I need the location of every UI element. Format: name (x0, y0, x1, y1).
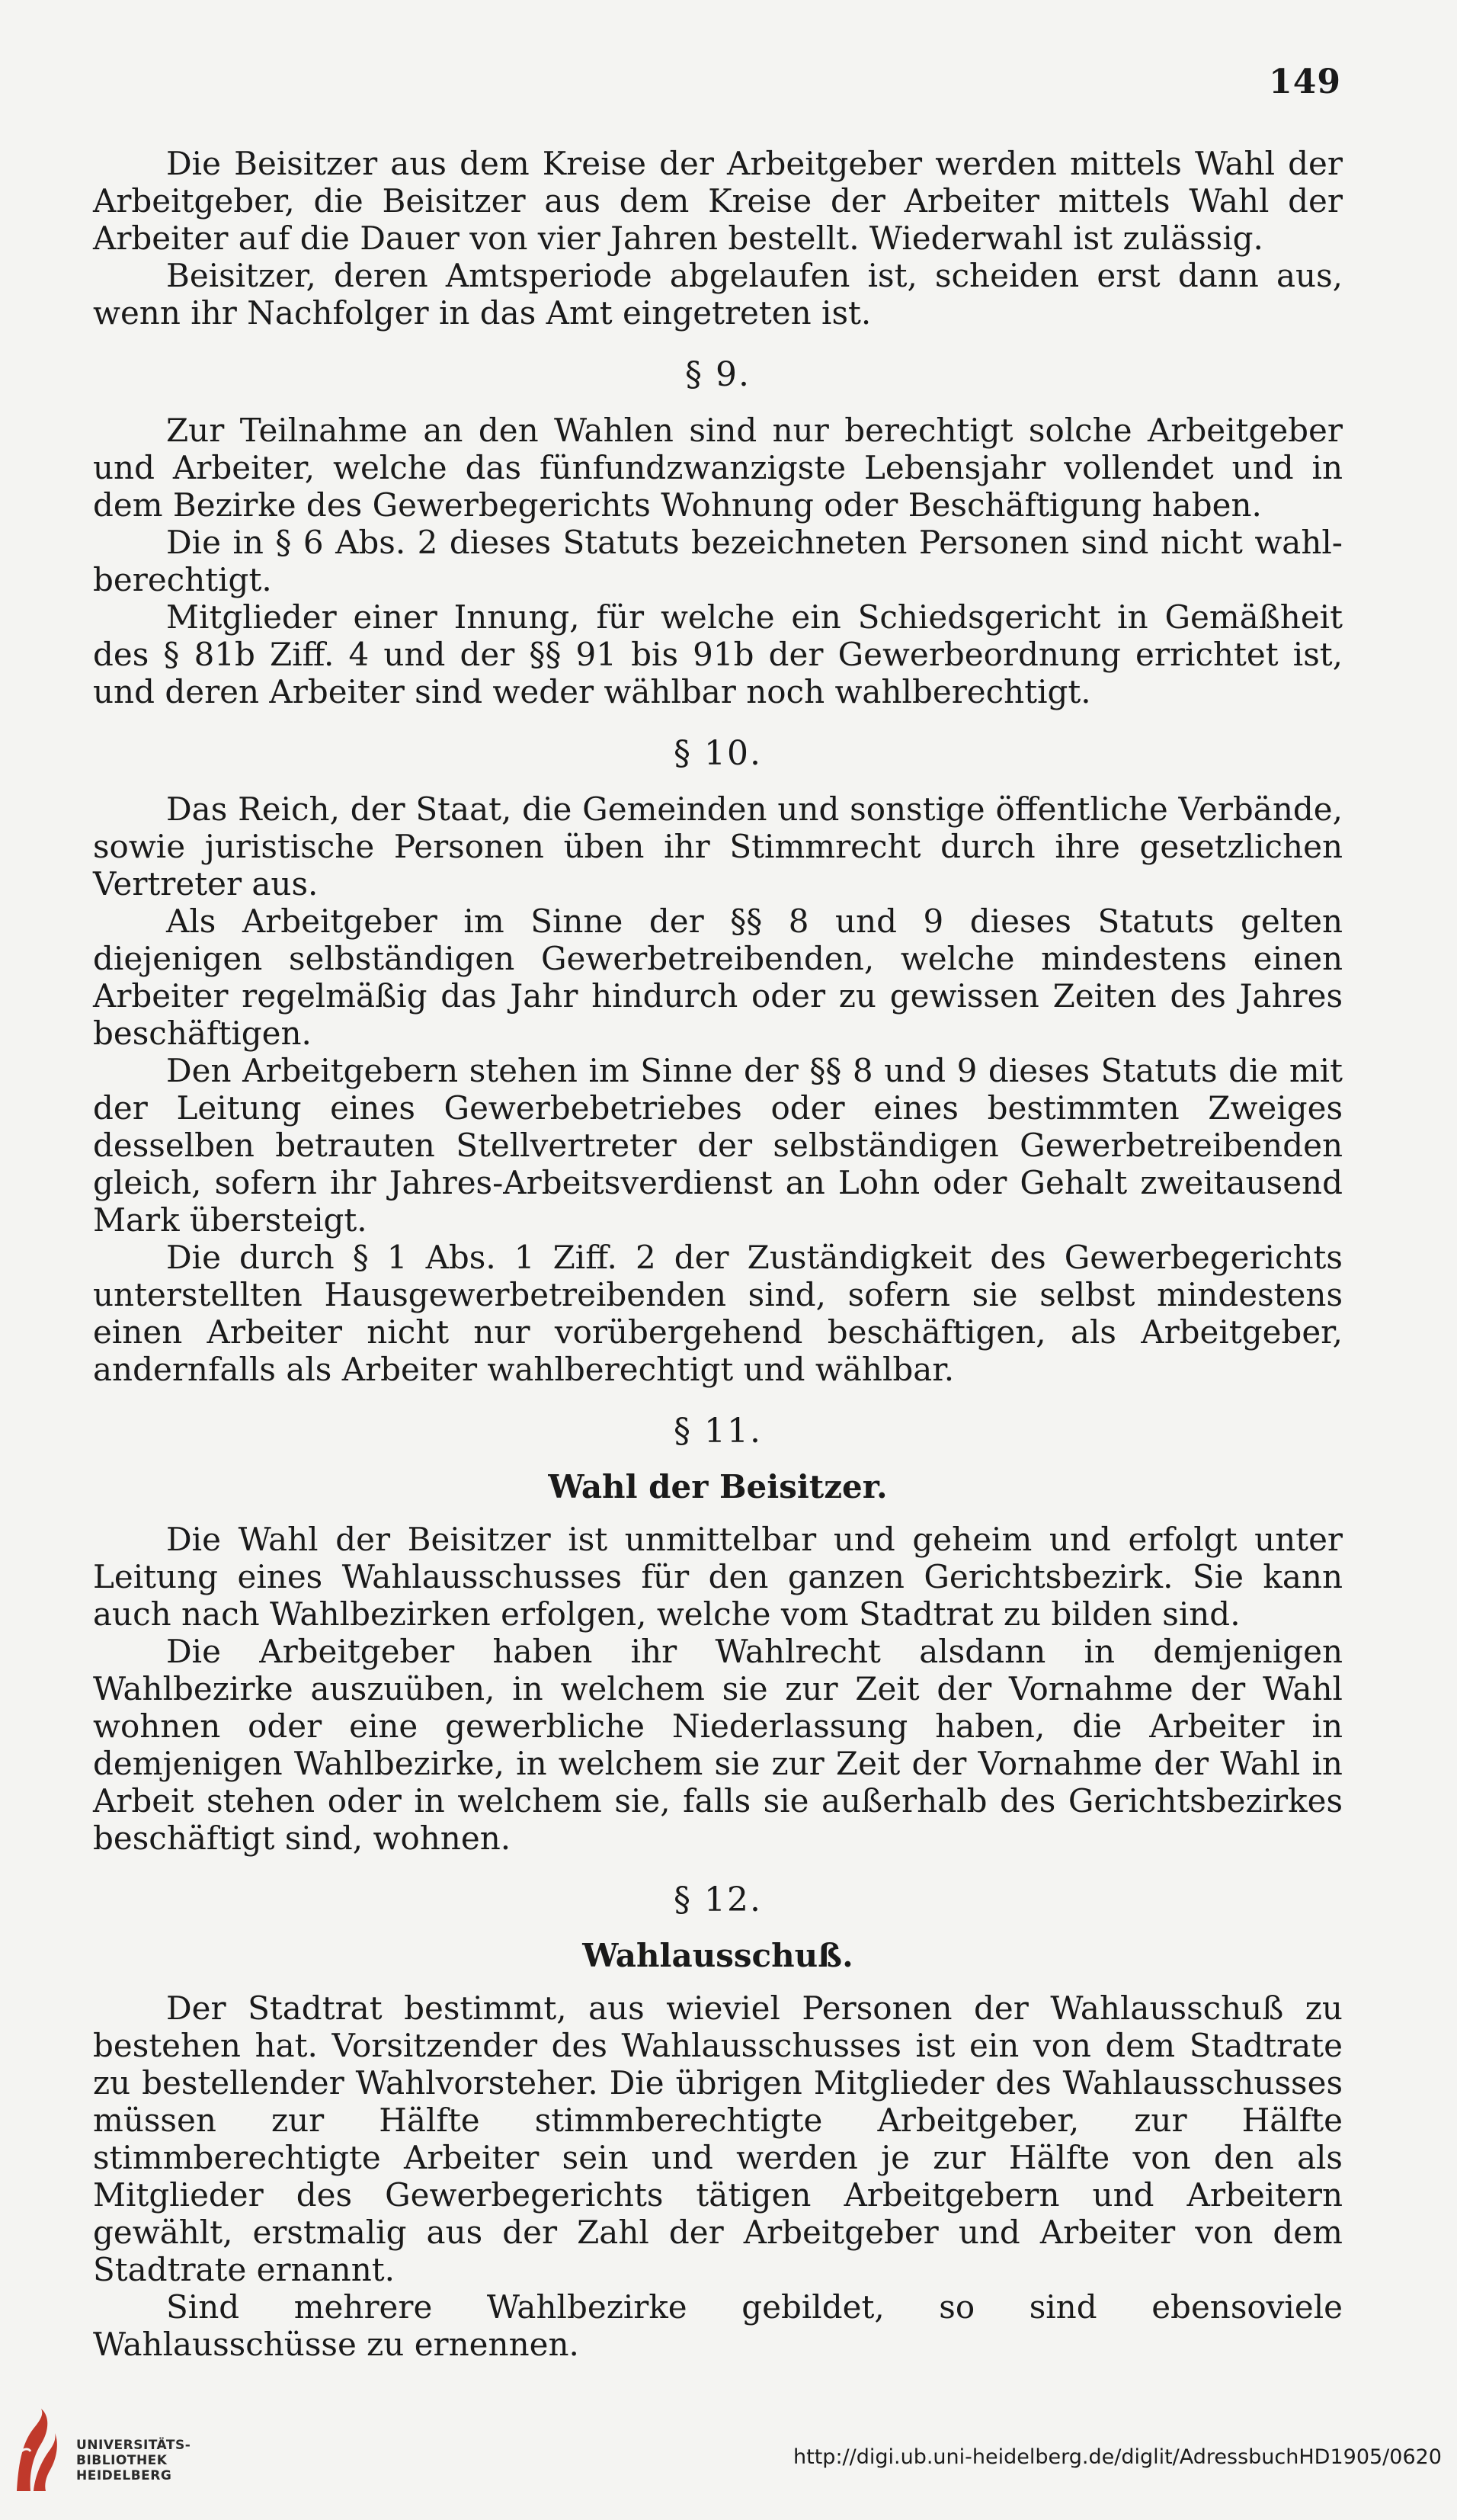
paragraph: Die Arbeitgeber haben ihr Wahlrecht alsdann in demjenigen Wahlbezirke auszuüben, in welchem sie zur Zeit der Vornahme der Wahl wohnen oder eine gewerbliche Niederlassung haben, die Arbeiter in demjenigen Wahlbezirke, in welchem sie zur Zeit der Vornahme der Wahl in Arbeit stehen oder in welchem sie, falls sie außerhalb des Gerichtsbezirkes beschäftigt sind, wohnen. (93, 1633, 1343, 1857)
library-emblem-icon (11, 2406, 59, 2497)
section-heading-9: § 9. (685, 355, 751, 394)
section-heading-10: § 10. (674, 734, 762, 773)
section-heading-11: § 11. (674, 1412, 762, 1451)
logo-line: BIBLIOTHEK (76, 2453, 168, 2468)
paragraph: Die in § 6 Abs. 2 dieses Statuts bezeichneten Personen sind nicht wahl- berechtigt. (93, 524, 1343, 598)
paragraph: Zur Teilnahme an den Wahlen sind nur berechtigt solche Arbeitgeber und Arbeiter, welche das fünfundzwanzigste Lebensjahr vollendet und in dem Bezirke des Gewerbegerichts Wohnung oder Beschäftigung haben. (93, 412, 1343, 524)
footer-bar (0, 2383, 1457, 2520)
section-heading-12: § 12. (674, 1880, 762, 1919)
paragraph: Sind mehrere Wahlbezirke gebildet, so sind ebensoviele Wahlausschüsse zu ernennen. (93, 2288, 1343, 2363)
page-number: 149 (1269, 63, 1341, 101)
paragraph: Die durch § 1 Abs. 1 Ziff. 2 der Zuständigkeit des Gewerbegerichts unterstellten Hausgewerbetreibenden sind, sofern sie selbst mindestens einen Arbeiter nicht nur vorübergehend beschäftigen, als Arbeitgeber, andernfalls als Arbeiter wahlberechtigt und wählbar. (93, 1239, 1343, 1388)
page-body (93, 145, 1343, 2363)
paragraph: Das Reich, der Staat, die Gemeinden und sonstige öffentliche Verbände, sowie juristische Personen üben ihr Stimmrecht durch ihre gesetzlichen Vertreter aus. (93, 790, 1343, 903)
logo-line: HEIDELBERG (76, 2468, 172, 2483)
university-library-logo[interactable] (11, 2406, 194, 2505)
paragraph: Die Beisitzer aus dem Kreise der Arbeitgeber werden mittels Wahl der Arbeitgeber, die Beisitzer aus dem Kreise der Arbeiter mittels Wahl der Arbeiter auf die Dauer von vier Jahren bestellt. Wiederwahl ist zulässig. (93, 145, 1343, 257)
logo-text (76, 2438, 191, 2483)
section-title-11: Wahl der Beisitzer. (548, 1468, 888, 1505)
paragraph: Mitglieder einer Innung, für welche ein Schiedsgericht in Gemäßheit des § 81b Ziff. 4 und der §§ 91 bis 91b der Gewerbeordnung errichtet ist, und deren Arbeiter sind weder wählbar noch wahlberechtigt. (93, 598, 1343, 710)
paragraph: Als Arbeitgeber im Sinne der §§ 8 und 9 dieses Statuts gelten diejenigen selbständigen Gewerbetreibenden, welche mindestens einen Arbeiter regelmäßig das Jahr hindurch oder zu gewissen Zeiten des Jahres beschäftigen. (93, 903, 1343, 1052)
paragraph: Beisitzer, deren Amtsperiode abgelaufen ist, scheiden erst dann aus, wenn ihr Nachfolger in das Amt eingetreten ist. (93, 257, 1343, 332)
paragraph: Den Arbeitgebern stehen im Sinne der §§ 8 und 9 dieses Statuts die mit der Leitung eines Gewerbebetriebes oder eines bestimmten Zweiges desselben betrauten Stellvertreter der selbständigen Gewerbetreibenden gleich, sofern ihr Jahres-Arbeitsverdienst an Lohn oder Gehalt zweitausend Mark übersteigt. (93, 1052, 1343, 1239)
logo-line: UNIVERSITÄTS- (76, 2438, 191, 2453)
source-url-link[interactable]: http://digi.ub.uni-heidelberg.de/diglit/AdressbuchHD1905/0620 (793, 2445, 1442, 2469)
paragraph: Die Wahl der Beisitzer ist unmittelbar und geheim und erfolgt unter Leitung eines Wahlausschusses für den ganzen Gerichtsbezirk. Sie kann auch nach Wahlbezirken erfolgen, welche vom Stadtrat zu bilden sind. (93, 1521, 1343, 1633)
paragraph: Der Stadtrat bestimmt, aus wieviel Personen der Wahlausschuß zu bestehen hat. Vorsitzender des Wahlausschusses ist ein von dem Stadtrate zu bestellender Wahlvorsteher. Die übrigen Mitglieder des Wahlausschusses müssen zur Hälfte stimmberechtigte Arbeitgeber, zur Hälfte stimmberechtigte Arbeiter sein und werden je zur Hälfte von den als Mitglieder des Gewerbegerichts tätigen Arbeitgebern und Arbeitern gewählt, erstmalig aus der Zahl der Arbeitgeber und Arbeiter von dem Stadtrate ernannt. (93, 1989, 1343, 2288)
section-title-12: Wahlausschuß. (582, 1937, 853, 1974)
